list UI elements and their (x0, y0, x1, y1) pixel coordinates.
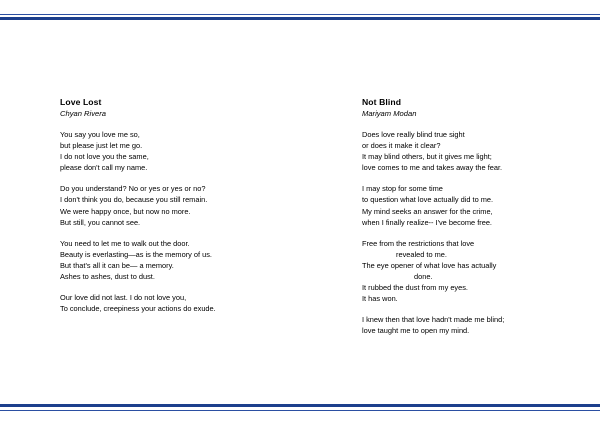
poem-line: Our love did not last. I do not love you, (60, 293, 187, 303)
poem-line: I knew then that love hadn't made me blind; (362, 315, 505, 325)
poem-stanza (362, 238, 600, 305)
poem-line: But that's all it can be— a memory. (60, 260, 174, 270)
poem-stanza (60, 292, 300, 314)
poem-line: revealed to me. (396, 249, 447, 259)
poem-line: Do you understand? No or yes or yes or no? (60, 184, 206, 194)
poem-line: It rubbed the dust from my eyes. (362, 283, 468, 293)
poem-columns (0, 96, 600, 376)
bottom-thin-rule (0, 410, 600, 411)
poem-line: It has won. (362, 294, 398, 304)
poem-stanza (60, 129, 300, 173)
poem-title: Love Lost (60, 97, 102, 107)
poem-line: when I finally realize-- I've become free. (362, 217, 492, 227)
poem-stanza (362, 183, 600, 227)
poem-line: but please just let me go. (60, 141, 143, 151)
poem-column-left (60, 96, 300, 324)
poem-line: I don't think you do, because you still remain. (60, 195, 208, 205)
poem-line: love taught me to open my mind. (362, 326, 470, 336)
poem-line: Beauty is everlasting—as is the memory of us. (60, 249, 212, 259)
poem-line: Does love really blind true sight (362, 130, 465, 139)
poem-line: I may stop for some time (362, 184, 443, 194)
poem-line: I do not love you the same, (60, 152, 149, 162)
poem-line: Free from the restrictions that love (362, 238, 475, 248)
poem-line: Ashes to ashes, dust to dust. (60, 272, 155, 282)
poem-line: To conclude, creepiness your actions do exude. (60, 304, 216, 314)
poem-line: done. (414, 272, 433, 282)
poem-line: or does it make it clear? (362, 141, 441, 151)
poem-title: Not Blind (362, 97, 402, 107)
poem-stanza (362, 129, 600, 173)
top-thick-rule (0, 17, 600, 20)
poem-column-right (362, 96, 600, 347)
poem-line: We were happy once, but now no more. (60, 206, 191, 216)
poem-author: Chyan Rivera (60, 109, 107, 118)
poem-line: It may blind others, but it gives me light; (362, 152, 492, 162)
poem-stanza (362, 314, 600, 336)
poem-line: You need to let me to walk out the door. (60, 238, 190, 248)
poem-line: please don't call my name. (60, 163, 148, 173)
poem-line: The eye opener of what love has actually (362, 260, 497, 270)
poem-line: love comes to me and takes away the fear. (362, 163, 503, 173)
poem-author: Mariyam Modan (362, 109, 417, 118)
poem-line: My mind seeks an answer for the crime, (362, 206, 493, 216)
poem-line: But still, you cannot see. (60, 217, 141, 227)
top-thin-rule (0, 14, 600, 15)
poem-stanza (60, 183, 300, 227)
poem-stanza (60, 238, 300, 282)
poem-line: You say you love me so, (60, 130, 140, 139)
bottom-thick-rule (0, 404, 600, 407)
poem-line: to question what love actually did to me. (362, 195, 494, 205)
